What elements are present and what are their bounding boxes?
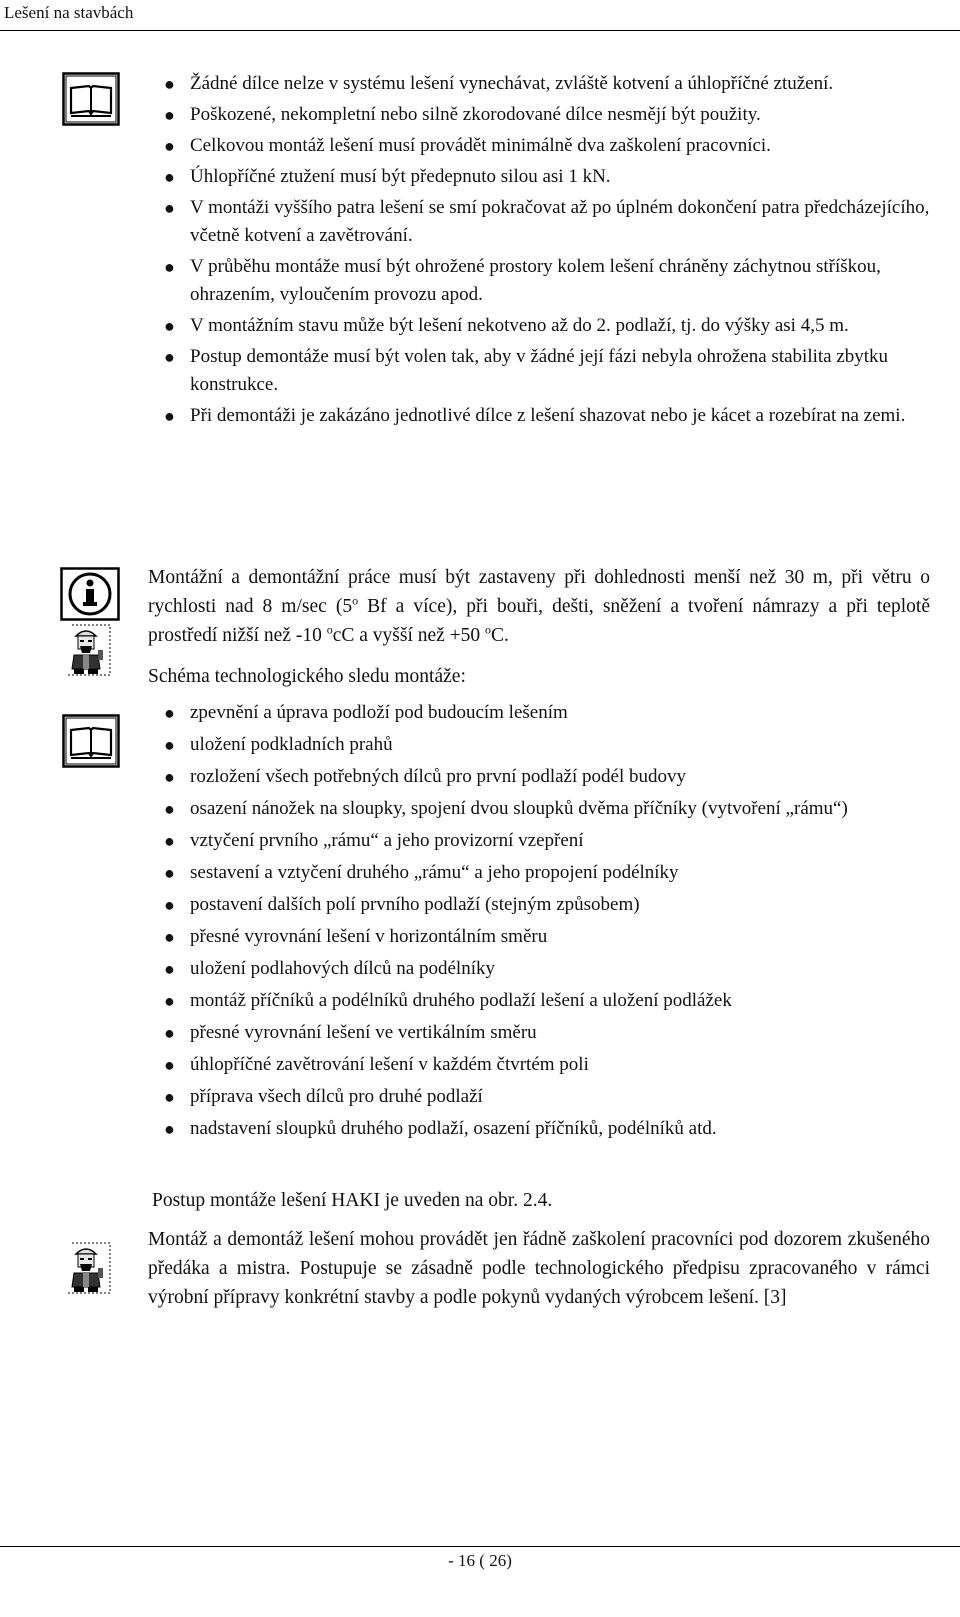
steps-list <box>164 698 950 1146</box>
bullet-icon: ● <box>164 316 175 336</box>
list-item: ● nadstavení sloupků druhého podlaží, osazení příčníků, podélníků atd. <box>190 1114 950 1144</box>
worker-icon <box>62 622 114 678</box>
list-item: ● úhlopříčné zavětrování lešení v každém čtvrtém poli <box>190 1050 950 1080</box>
list-item: ● V montáži vyššího patra lešení se smí pokračovat až po úplném dokončení patra předcházejícího, včetně kotvení a zavětrování. <box>190 194 950 250</box>
bullet-icon: ● <box>164 257 175 277</box>
bullet-icon: ● <box>164 347 175 367</box>
list-item: ● V průběhu montáže musí být ohrožené prostory kolem lešení chráněny záchytnou stříškou, ohrazením, vyloučením provozu apod. <box>190 253 950 309</box>
bullet-icon: ● <box>164 1055 175 1075</box>
list-item: ● Postup demontáže musí být volen tak, aby v žádné její fázi nebyla ohrožena stabilita zbytku konstrukce. <box>190 343 950 399</box>
bullet-icon: ● <box>164 74 175 94</box>
list-item: ● sestavení a vztyčení druhého „rámu“ a jeho propojení podélníky <box>190 858 950 888</box>
list-item: ● V montážním stavu může být lešení nekotveno až do 2. podlaží, tj. do výšky asi 4,5 m. <box>190 312 950 340</box>
bullet-icon: ● <box>164 959 175 979</box>
list-item: ● rozložení všech potřebných dílců pro první podlaží podél budovy <box>190 762 950 792</box>
list-item: ● uložení podkladních prahů <box>190 730 950 760</box>
book-icon <box>62 714 120 768</box>
rules-list <box>164 70 950 433</box>
list-item: ● zpevnění a úprava podloží pod budoucím lešením <box>190 698 950 728</box>
bullet-icon: ● <box>164 703 175 723</box>
bullet-icon: ● <box>164 735 175 755</box>
weather-paragraph: Montážní a demontážní práce musí být zastaveny při dohlednosti menší než 30 m, při větru o rychlosti nad 8 m/sec (5$^o$ Bf a více), při bouři, dešti, sněžení a tvoření námrazy a při teplotě prostředí nižší než -10 $^o$cC a vyšší než +50 $^o$C. <box>148 567 930 646</box>
list-item: ● přesné vyrovnání lešení ve vertikálním směru <box>190 1018 950 1048</box>
bullet-icon: ● <box>164 767 175 787</box>
list-item: ● Celkovou montáž lešení musí provádět minimálně dva zaškolení pracovníci. <box>190 132 950 160</box>
header-title: Lešení na stavbách <box>4 3 134 22</box>
list-item: ● montáž příčníků a podélníků druhého podlaží lešení a uložení podlážek <box>190 986 950 1016</box>
bullet-icon: ● <box>164 167 175 187</box>
bullet-icon: ● <box>164 863 175 883</box>
bullet-icon: ● <box>164 991 175 1011</box>
page-footer <box>0 1546 960 1570</box>
bullet-icon: ● <box>164 406 175 426</box>
bullet-icon: ● <box>164 927 175 947</box>
list-item: ● Při demontáži je zakázáno jednotlivé dílce z lešení shazovat nebo je kácet a rozebírat na zemi. <box>190 402 950 430</box>
bullet-icon: ● <box>164 1023 175 1043</box>
page-header <box>0 0 960 31</box>
schema-heading: Schéma technologického sledu montáže: <box>148 666 466 687</box>
list-item: ● Úhlopříčné ztužení musí být předepnuto silou asi 1 kN. <box>190 163 950 191</box>
bullet-icon: ● <box>164 799 175 819</box>
list-item: ● Žádné dílce nelze v systému lešení vynechávat, zvláště kotvení a úhlopříčné ztužení. <box>190 70 950 98</box>
bullet-icon: ● <box>164 1087 175 1107</box>
list-item: ● přesné vyrovnání lešení v horizontálním směru <box>190 922 950 952</box>
haki-note: Postup montáže lešení HAKI je uveden na obr. 2.4. <box>152 1190 553 1211</box>
list-item: ● Poškozené, nekompletní nebo silně zkorodované dílce nesmějí být použity. <box>190 101 950 129</box>
worker-icon <box>62 1240 114 1296</box>
bullet-icon: ● <box>164 136 175 156</box>
info-icon <box>60 567 120 621</box>
bullet-icon: ● <box>164 895 175 915</box>
list-item: ● příprava všech dílců pro druhé podlaží <box>190 1082 950 1112</box>
bullet-icon: ● <box>164 831 175 851</box>
list-item: ● osazení nánožek na sloupky, spojení dvou sloupků dvěma příčníky (vytvoření „rámu“) <box>190 794 950 824</box>
list-item: ● vztyčení prvního „rámu“ a jeho provizorní vzepření <box>190 826 950 856</box>
closing-paragraph: Montáž a demontáž lešení mohou provádět jen řádně zaškolení pracovníci pod dozorem zkušeného předáka a mistra. Postupuje se zásadně podle technologického předpisu zpracovaného v rámci výrobní přípravy konkrétní stavby a podle pokynů vydaných výrobcem lešení. [3] <box>148 1229 930 1308</box>
bullet-icon: ● <box>164 105 175 125</box>
bullet-icon: ● <box>164 1119 175 1139</box>
list-item: ● uložení podlahových dílců na podélníky <box>190 954 950 984</box>
page-number: - 16 ( 26) <box>448 1551 512 1570</box>
bullet-icon: ● <box>164 198 175 218</box>
book-icon <box>62 72 120 126</box>
list-item: ● postavení dalších polí prvního podlaží (stejným způsobem) <box>190 890 950 920</box>
